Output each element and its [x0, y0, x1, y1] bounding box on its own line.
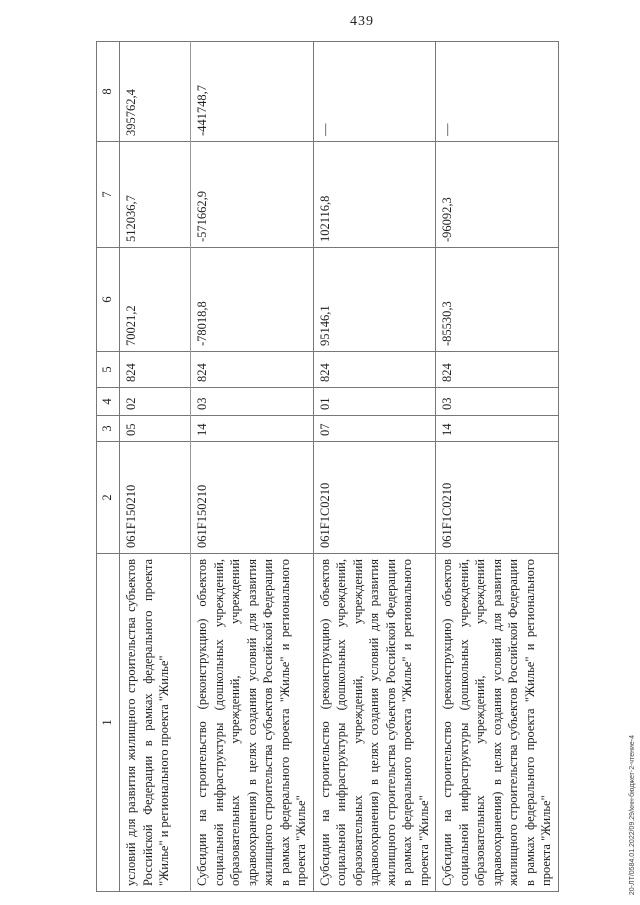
amount-col-6: -78018,8 [191, 248, 314, 352]
target-article-code: 061F150210 [191, 442, 314, 554]
column-header: 1 [97, 554, 120, 892]
target-article-code: 061F150210 [120, 442, 191, 554]
column-header: 6 [97, 248, 120, 352]
ministry-code: 824 [313, 352, 436, 388]
column-header: 2 [97, 442, 120, 554]
table-row [120, 42, 191, 892]
amount-col-7: -571662,9 [191, 142, 314, 248]
row-description: Субсидии на строительство (реконструкцию) объектов социальной инфраструктуры (дошкольных учреждений, образовательных учреждений, учреждений здравоохранения) в целях создания условий для развития жилищного строительства субъектов Российской Федерации в рамках федерального проекта "Жилье" и регионального проекта "Жилье" [191, 554, 314, 892]
section-code: 05 [120, 416, 191, 442]
header-row [97, 42, 120, 892]
column-header: 8 [97, 42, 120, 142]
subsection-code: 01 [313, 388, 436, 416]
amount-col-8: 395762,4 [120, 42, 191, 142]
amount-col-6: 95146,1 [313, 248, 436, 352]
ministry-code: 824 [191, 352, 314, 388]
section-code: 14 [191, 416, 314, 442]
column-header: 5 [97, 352, 120, 388]
section-code: 07 [313, 416, 436, 442]
target-article-code: 061F1C0210 [313, 442, 436, 554]
ministry-code: 824 [120, 352, 191, 388]
column-header: 7 [97, 142, 120, 248]
subsection-code: 03 [191, 388, 314, 416]
ministry-code: 824 [436, 352, 559, 388]
amount-col-8: — [436, 42, 559, 142]
column-header: 4 [97, 388, 120, 416]
page-number: 439 [350, 14, 374, 29]
rotated-table-container [96, 42, 566, 892]
target-article-code: 061F1C0210 [436, 442, 559, 554]
amount-col-7: 512036,7 [120, 142, 191, 248]
amount-col-8: -441748,7 [191, 42, 314, 142]
subsection-code: 02 [120, 388, 191, 416]
row-description: условий для развития жилищного строительства субъектов Российской Федерации в рамках федерального проекта "Жилье" и регионального проекта "Жилье" [120, 554, 191, 892]
table-row [313, 42, 436, 892]
budget-table [96, 41, 559, 892]
subsection-code: 03 [436, 388, 559, 416]
column-header: 3 [97, 416, 120, 442]
amount-col-6: -85530,3 [436, 248, 559, 352]
document-footer-note: 20-ЛТ/0584.01.2022/09.29/кнн-бюджет-2-чтение-4 [629, 734, 636, 895]
amount-col-7: -96092,3 [436, 142, 559, 248]
row-description: Субсидии на строительство (реконструкцию) объектов социальной инфраструктуры (дошкольных учреждений, образовательных учреждений, учреждений здравоохранения) в целях создания условий для развития жилищного строительства субъектов Российской Федерации в рамках федерального проекта "Жилье" и регионального проекта "Жилье" [313, 554, 436, 892]
table-row [191, 42, 314, 892]
amount-col-6: 70021,2 [120, 248, 191, 352]
table-region [96, 42, 566, 892]
amount-col-7: 102116,8 [313, 142, 436, 248]
amount-col-8: — [313, 42, 436, 142]
row-description: Субсидии на строительство (реконструкцию) объектов социальной инфраструктуры (дошкольных учреждений, образовательных учреждений, учреждений здравоохранения) в целях создания условий для развития жилищного строительства субъектов Российской Федерации в рамках федерального проекта "Жилье" и регионального проекта "Жилье" [436, 554, 559, 892]
table-row [436, 42, 559, 892]
section-code: 14 [436, 416, 559, 442]
